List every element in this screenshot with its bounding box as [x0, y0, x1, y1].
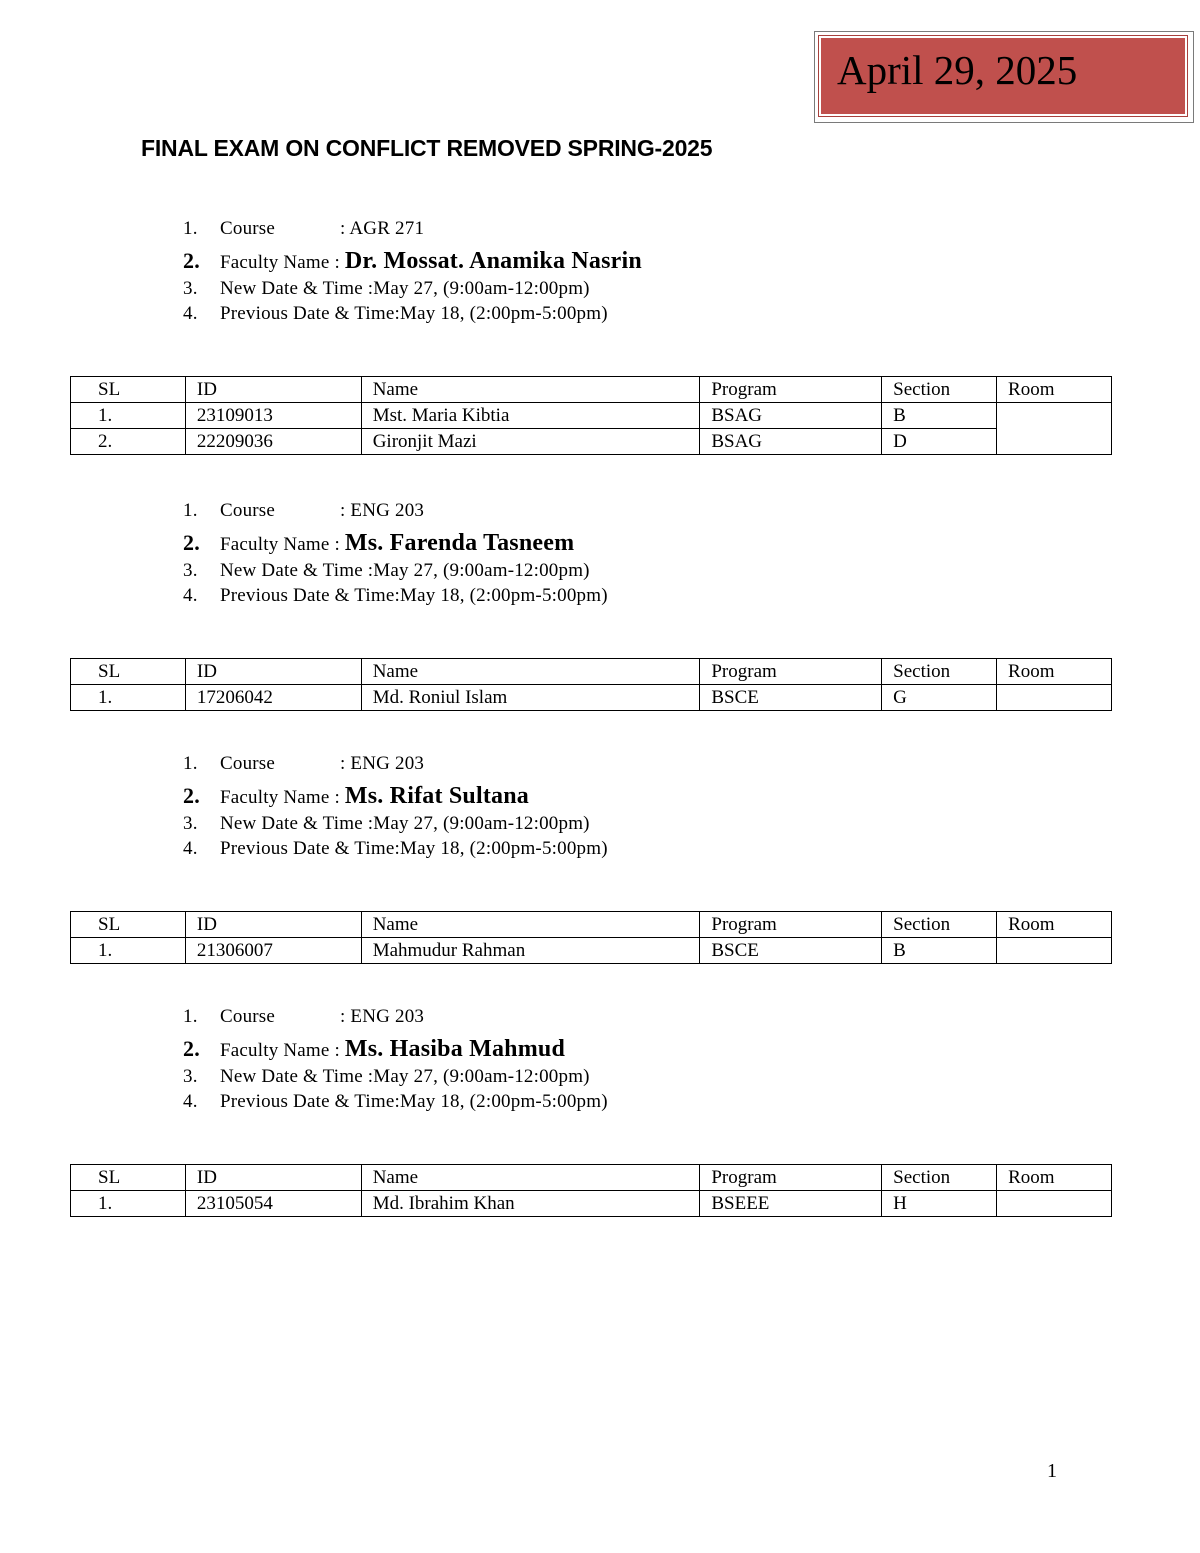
course-line [183, 218, 424, 240]
item-number: 1. [183, 753, 198, 774]
item-number: 3. [183, 560, 198, 581]
previous-date-label: Previous Date & Time: [220, 838, 400, 859]
faculty-name: Ms. Rifat Sultana [344, 783, 529, 809]
course-label: Course [220, 500, 276, 521]
column-header-name: Name [361, 377, 700, 403]
column-header-program: Program [700, 912, 882, 938]
column-header-program: Program [700, 377, 882, 403]
table-row [71, 938, 1112, 964]
table-row [71, 1191, 1112, 1217]
faculty-name: Ms. Hasiba Mahmud [344, 1036, 565, 1062]
previous-date-line [183, 303, 608, 325]
new-date-line [183, 1066, 590, 1088]
previous-date-line [183, 585, 608, 607]
cell-program: BSEEE [700, 1191, 882, 1217]
column-header-room: Room [997, 659, 1112, 685]
cell-section: B [882, 938, 997, 964]
cell-sl: 1. [71, 1191, 186, 1217]
new-date-line [183, 278, 590, 300]
students-table [70, 1164, 1112, 1217]
previous-date-line [183, 838, 608, 860]
date-banner [814, 31, 1194, 123]
cell-section: D [882, 429, 997, 455]
table-row [71, 429, 1112, 455]
cell-room [997, 938, 1112, 964]
previous-date-value: May 18, (2:00pm-5:00pm) [399, 585, 608, 606]
column-header-section: Section [882, 377, 997, 403]
faculty-line [183, 1036, 565, 1063]
table-header-row [71, 1165, 1112, 1191]
table-row [71, 685, 1112, 711]
item-number: 2. [183, 783, 200, 808]
column-header-program: Program [700, 659, 882, 685]
column-header-sl: SL [71, 912, 186, 938]
new-date-line [183, 813, 590, 835]
cell-name: Mahmudur Rahman [361, 938, 700, 964]
faculty-line [183, 530, 574, 557]
item-number: 4. [183, 303, 198, 324]
cell-program: BSAG [700, 429, 882, 455]
item-number: 1. [183, 500, 198, 521]
date-banner-fill [819, 36, 1187, 116]
cell-room [997, 403, 1112, 455]
cell-name: Md. Ibrahim Khan [361, 1191, 700, 1217]
cell-section: B [882, 403, 997, 429]
column-header-sl: SL [71, 1165, 186, 1191]
cell-program: BSCE [700, 685, 882, 711]
faculty-label: Faculty Name : [220, 787, 340, 808]
course-value: : ENG 203 [340, 753, 425, 774]
column-header-section: Section [882, 659, 997, 685]
cell-section: G [882, 685, 997, 711]
item-number: 1. [183, 218, 198, 239]
course-label: Course [220, 1006, 276, 1027]
faculty-label: Faculty Name : [220, 534, 340, 555]
faculty-label: Faculty Name : [220, 1040, 340, 1061]
new-date-label: New Date & Time : [220, 813, 374, 834]
new-date-label: New Date & Time : [220, 278, 374, 299]
column-header-name: Name [361, 912, 700, 938]
cell-room [997, 685, 1112, 711]
previous-date-label: Previous Date & Time: [220, 303, 400, 324]
column-header-sl: SL [71, 659, 186, 685]
cell-id: 17206042 [185, 685, 361, 711]
new-date-value: May 27, (9:00am-12:00pm) [373, 560, 590, 581]
course-value: : ENG 203 [340, 1006, 425, 1027]
date-banner-text: April 29, 2025 [837, 47, 1078, 93]
column-header-sl: SL [71, 377, 186, 403]
course-value: : ENG 203 [340, 500, 425, 521]
column-header-id: ID [185, 377, 361, 403]
course-value: : AGR 271 [340, 218, 425, 239]
item-number: 2. [183, 1036, 200, 1061]
cell-section: H [882, 1191, 997, 1217]
column-header-room: Room [997, 912, 1112, 938]
new-date-value: May 27, (9:00am-12:00pm) [373, 1066, 590, 1087]
item-number: 3. [183, 278, 198, 299]
faculty-name: Ms. Farenda Tasneem [344, 530, 575, 556]
course-label: Course [220, 218, 276, 239]
item-number: 2. [183, 530, 200, 555]
previous-date-value: May 18, (2:00pm-5:00pm) [399, 838, 608, 859]
cell-id: 23105054 [185, 1191, 361, 1217]
new-date-label: New Date & Time : [220, 560, 374, 581]
column-header-section: Section [882, 1165, 997, 1191]
item-number: 3. [183, 1066, 198, 1087]
column-header-room: Room [997, 377, 1112, 403]
previous-date-label: Previous Date & Time: [220, 1091, 400, 1112]
column-header-section: Section [882, 912, 997, 938]
cell-sl: 1. [71, 938, 186, 964]
faculty-line [183, 783, 529, 810]
previous-date-value: May 18, (2:00pm-5:00pm) [399, 1091, 608, 1112]
previous-date-line [183, 1091, 608, 1113]
new-date-value: May 27, (9:00am-12:00pm) [373, 813, 590, 834]
new-date-line [183, 560, 590, 582]
faculty-line [183, 248, 642, 275]
column-header-name: Name [361, 659, 700, 685]
course-label: Course [220, 753, 276, 774]
cell-program: BSCE [700, 938, 882, 964]
students-table [70, 658, 1112, 711]
students-table [70, 911, 1112, 964]
previous-date-value: May 18, (2:00pm-5:00pm) [399, 303, 608, 324]
column-header-id: ID [185, 912, 361, 938]
course-line [183, 753, 424, 775]
item-number: 2. [183, 248, 200, 273]
cell-sl: 1. [71, 403, 186, 429]
cell-room [997, 1191, 1112, 1217]
item-number: 4. [183, 1091, 198, 1112]
cell-id: 21306007 [185, 938, 361, 964]
faculty-label: Faculty Name : [220, 252, 340, 273]
new-date-label: New Date & Time : [220, 1066, 374, 1087]
item-number: 4. [183, 585, 198, 606]
cell-sl: 1. [71, 685, 186, 711]
previous-date-label: Previous Date & Time: [220, 585, 400, 606]
new-date-value: May 27, (9:00am-12:00pm) [373, 278, 590, 299]
page-number: 1 [1047, 1460, 1057, 1482]
item-number: 4. [183, 838, 198, 859]
cell-id: 22209036 [185, 429, 361, 455]
table-header-row [71, 659, 1112, 685]
column-header-name: Name [361, 1165, 700, 1191]
column-header-id: ID [185, 1165, 361, 1191]
table-row [71, 403, 1112, 429]
course-line [183, 500, 424, 522]
cell-sl: 2. [71, 429, 186, 455]
table-header-row [71, 912, 1112, 938]
column-header-id: ID [185, 659, 361, 685]
item-number: 3. [183, 813, 198, 834]
faculty-name: Dr. Mossat. Anamika Nasrin [344, 248, 642, 274]
item-number: 1. [183, 1006, 198, 1027]
cell-program: BSAG [700, 403, 882, 429]
cell-name: Md. Roniul Islam [361, 685, 700, 711]
cell-id: 23109013 [185, 403, 361, 429]
page-title: FINAL EXAM ON CONFLICT REMOVED SPRING-2025 [141, 135, 713, 161]
cell-name: Gironjit Mazi [361, 429, 700, 455]
students-table [70, 376, 1112, 455]
column-header-program: Program [700, 1165, 882, 1191]
cell-name: Mst. Maria Kibtia [361, 403, 700, 429]
table-header-row [71, 377, 1112, 403]
course-line [183, 1006, 424, 1028]
column-header-room: Room [997, 1165, 1112, 1191]
